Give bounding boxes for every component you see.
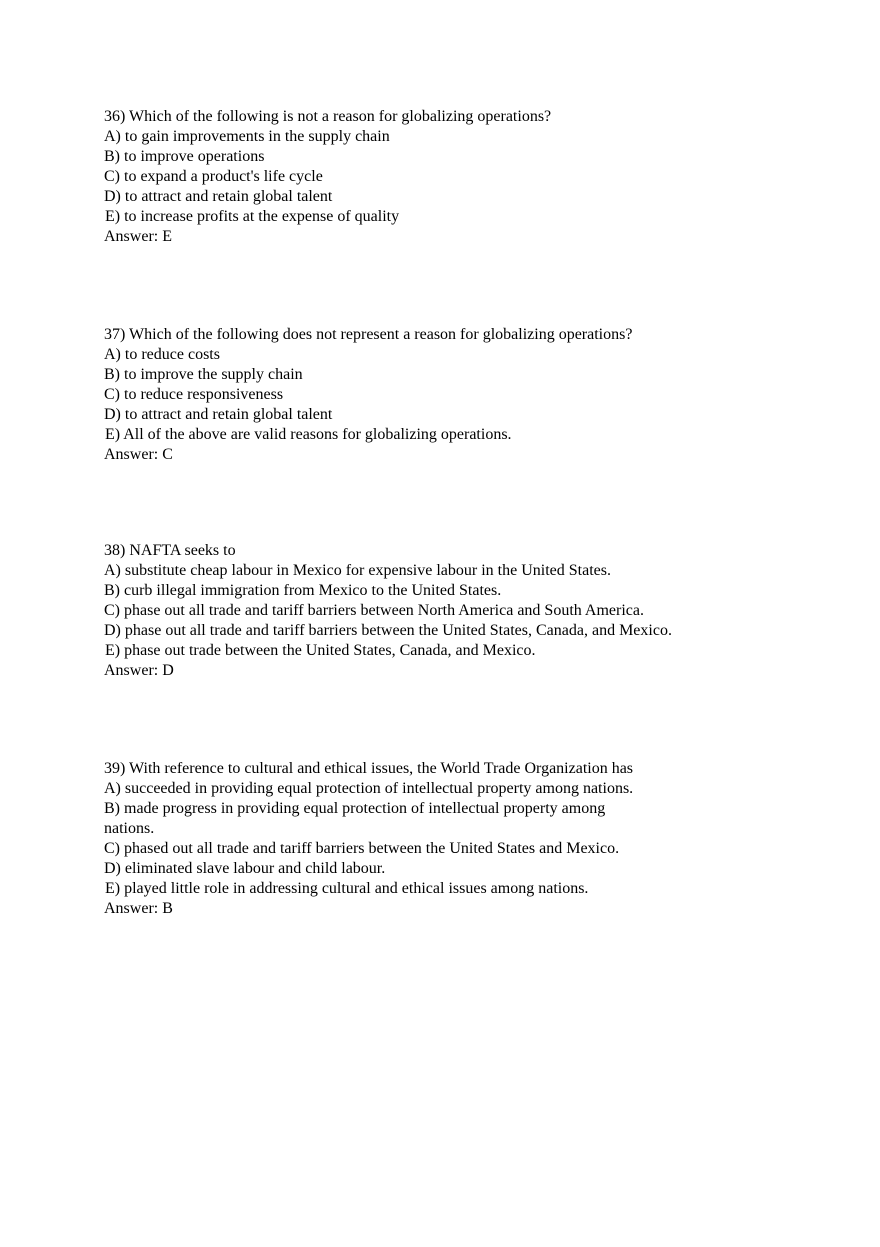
option-a: A) to gain improvements in the supply chain bbox=[104, 128, 390, 145]
option-b: B) to improve operations bbox=[104, 148, 265, 165]
answer: Answer: E bbox=[104, 228, 172, 245]
option-b: B) curb illegal immigration from Mexico to the United States. bbox=[104, 582, 502, 599]
option-e: E) played little role in addressing cultural and ethical issues among nations. bbox=[105, 880, 589, 897]
question-39 bbox=[104, 759, 804, 919]
option-e: E) All of the above are valid reasons for globalizing operations. bbox=[105, 426, 512, 443]
option-a: A) to reduce costs bbox=[104, 346, 220, 363]
option-b: B) to improve the supply chain bbox=[104, 366, 303, 383]
option-a: A) substitute cheap labour in Mexico for expensive labour in the United States. bbox=[104, 562, 611, 579]
answer: Answer: B bbox=[104, 900, 173, 917]
option-e: E) to increase profits at the expense of quality bbox=[105, 208, 400, 225]
question-38 bbox=[104, 541, 804, 681]
option-c: C) to reduce responsiveness bbox=[104, 386, 284, 403]
answer: Answer: C bbox=[104, 446, 173, 463]
question-37 bbox=[104, 325, 804, 465]
option-e: E) phase out trade between the United States, Canada, and Mexico. bbox=[105, 642, 536, 659]
option-d: D) eliminated slave labour and child labour. bbox=[104, 860, 386, 877]
option-b: B) made progress in providing equal protection of intellectual property among bbox=[104, 800, 606, 817]
option-d: D) to attract and retain global talent bbox=[104, 406, 333, 423]
option-c: C) to expand a product's life cycle bbox=[104, 168, 323, 185]
option-a: A) succeeded in providing equal protection of intellectual property among nations. bbox=[104, 780, 634, 797]
answer: Answer: D bbox=[104, 662, 174, 679]
question-stem: 39) With reference to cultural and ethical issues, the World Trade Organization has bbox=[104, 760, 634, 777]
option-c: C) phased out all trade and tariff barriers between the United States and Mexico. bbox=[104, 840, 620, 857]
question-stem: 37) Which of the following does not represent a reason for globalizing operations? bbox=[104, 326, 633, 343]
option-c: C) phase out all trade and tariff barriers between North America and South America. bbox=[104, 602, 644, 619]
option-d: D) to attract and retain global talent bbox=[104, 188, 333, 205]
question-stem: 36) Which of the following is not a reason for globalizing operations? bbox=[104, 108, 552, 125]
option-b-continued: nations. bbox=[104, 820, 155, 837]
option-d: D) phase out all trade and tariff barriers between the United States, Canada, and Mexico. bbox=[104, 622, 672, 639]
question-stem: 38) NAFTA seeks to bbox=[104, 542, 236, 559]
question-36 bbox=[104, 107, 804, 247]
